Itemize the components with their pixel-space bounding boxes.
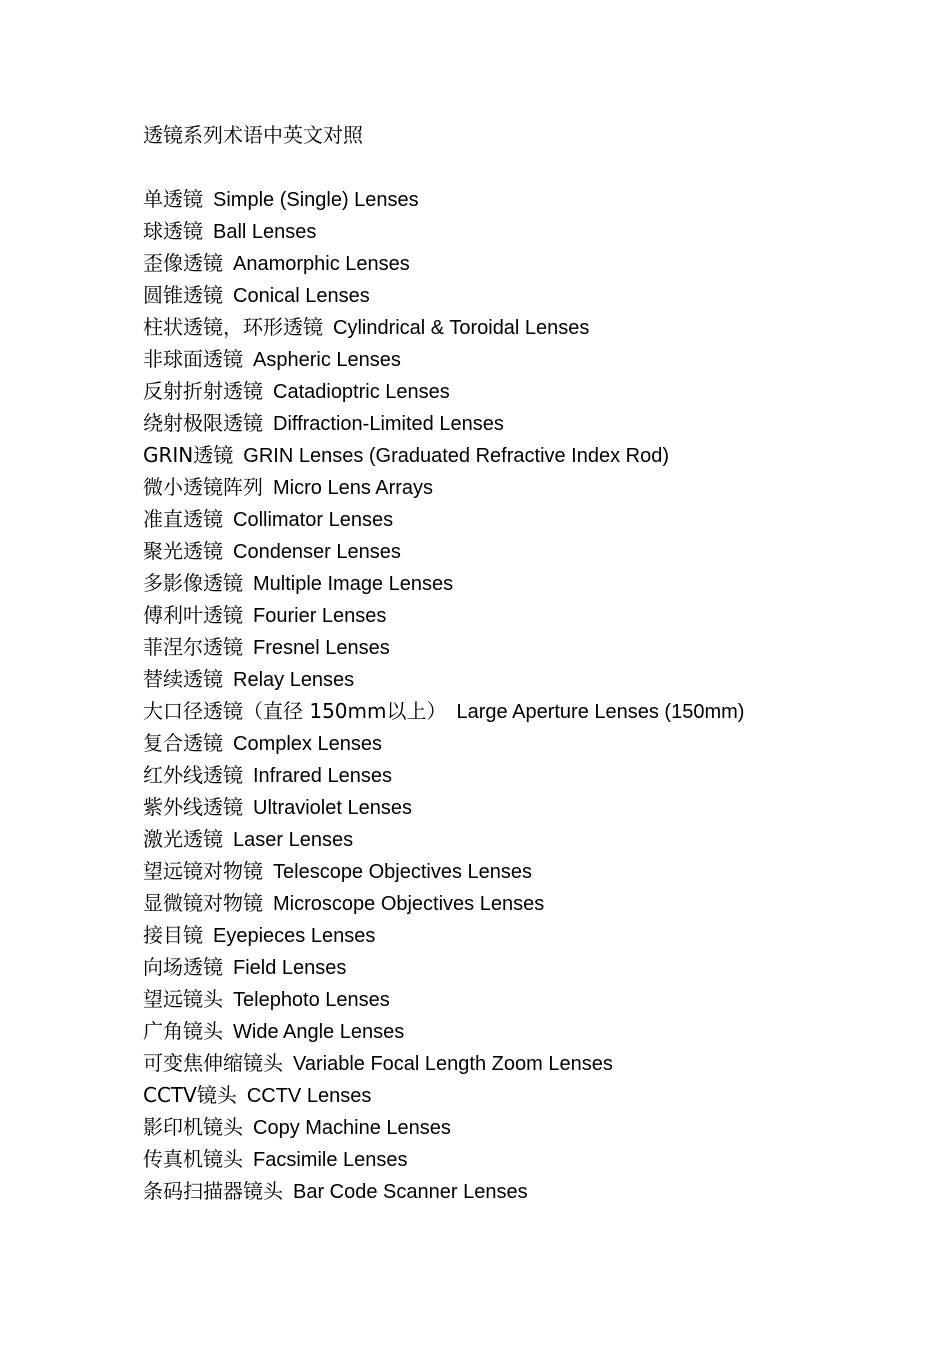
term-chinese: 可变焦伸缩镜头 [143,1051,283,1075]
term-english: Complex Lenses [233,733,382,755]
term-row [143,953,744,985]
term-chinese: 望远镜头 [143,987,223,1011]
term-english: Collimator Lenses [233,509,394,531]
term-row [143,793,744,825]
term-chinese: 柱状透镜，环形透镜 [143,315,323,339]
term-chinese: 望远镜对物镜 [143,859,263,883]
term-english: Multiple Image Lenses [253,573,454,595]
term-english: Facsimile Lenses [253,1149,408,1171]
term-english: Telephoto Lenses [233,989,390,1011]
term-chinese: 影印机镜头 [143,1115,243,1139]
term-english: Microscope Objectives Lenses [273,893,545,915]
term-row [143,825,744,857]
term-row [143,569,744,601]
term-row [143,921,744,953]
term-row [143,537,744,569]
term-chinese: 菲涅尔透镜 [143,635,243,659]
term-english: Ultraviolet Lenses [253,797,412,819]
term-row [143,441,744,473]
term-row [143,377,744,409]
term-row [143,697,744,729]
term-english: Bar Code Scanner Lenses [293,1181,528,1203]
term-chinese: 反射折射透镜 [143,379,263,403]
term-row [143,665,744,697]
term-english: Micro Lens Arrays [273,477,434,499]
term-chinese: 微小透镜阵列 [143,475,263,499]
term-english: Condenser Lenses [233,541,401,563]
term-english: Relay Lenses [233,669,355,691]
term-row [143,761,744,793]
term-chinese: 替续透镜 [143,667,223,691]
term-english: Copy Machine Lenses [253,1117,451,1139]
term-row [143,889,744,921]
term-row [143,601,744,633]
term-chinese: 单透镜 [143,187,203,211]
term-chinese: 紫外线透镜 [143,795,243,819]
term-english: Infrared Lenses [253,765,392,787]
term-english: Eyepieces Lenses [213,925,376,947]
term-english: Catadioptric Lenses [273,381,450,403]
term-chinese: CCTV镜头 [143,1083,237,1107]
term-row [143,1081,744,1113]
term-row [143,857,744,889]
term-english: Fresnel Lenses [253,637,390,659]
term-row [143,345,744,377]
term-row [143,281,744,313]
term-english: Large Aperture Lenses (150mm) [456,701,745,723]
term-chinese: 圆锥透镜 [143,283,223,307]
term-chinese: 条码扫描器镜头 [143,1179,283,1203]
term-english: Wide Angle Lenses [233,1021,405,1043]
term-english: Ball Lenses [213,221,317,243]
term-chinese: 绕射极限透镜 [143,411,263,435]
term-chinese: 歪像透镜 [143,251,223,275]
term-english: Cylindrical & Toroidal Lenses [333,317,590,339]
term-row [143,729,744,761]
term-row [143,1145,744,1177]
term-english: Anamorphic Lenses [233,253,410,275]
term-chinese: 传真机镜头 [143,1147,243,1171]
term-english: Telescope Objectives Lenses [273,861,533,883]
term-english: GRIN Lenses (Graduated Refractive Index Rod) [243,445,670,467]
term-row [143,1113,744,1145]
term-row [143,1177,744,1209]
term-chinese: 球透镜 [143,219,203,243]
term-row [143,249,744,281]
term-chinese: 多影像透镜 [143,571,243,595]
term-english: Field Lenses [233,957,347,979]
term-english: Laser Lenses [233,829,354,851]
term-row [143,185,744,217]
term-chinese: 大口径透镜（直径 150mm以上） [143,699,447,723]
term-row [143,313,744,345]
term-chinese: 接目镜 [143,923,203,947]
term-list [143,185,744,1209]
term-chinese: 准直透镜 [143,507,223,531]
term-english: Conical Lenses [233,285,370,307]
term-row [143,1017,744,1049]
term-row [143,217,744,249]
term-chinese: 向场透镜 [143,955,223,979]
term-chinese: 傅利叶透镜 [143,603,243,627]
term-english: Fourier Lenses [253,605,387,627]
term-chinese: 复合透镜 [143,731,223,755]
term-chinese: GRIN透镜 [143,443,234,467]
term-chinese: 显微镜对物镜 [143,891,263,915]
term-english: Simple (Single) Lenses [213,189,419,211]
term-chinese: 非球面透镜 [143,347,243,371]
term-english: Aspheric Lenses [253,349,401,371]
term-row [143,505,744,537]
term-row [143,985,744,1017]
document-title: 透镜系列术语中英文对照 [143,123,363,147]
term-english: Diffraction-Limited Lenses [273,413,504,435]
term-row [143,473,744,505]
term-english: CCTV Lenses [246,1085,372,1107]
term-row [143,409,744,441]
term-row [143,633,744,665]
term-english: Variable Focal Length Zoom Lenses [293,1053,613,1075]
term-chinese: 激光透镜 [143,827,223,851]
term-row [143,1049,744,1081]
term-chinese: 广角镜头 [143,1019,223,1043]
term-chinese: 红外线透镜 [143,763,243,787]
term-chinese: 聚光透镜 [143,539,223,563]
